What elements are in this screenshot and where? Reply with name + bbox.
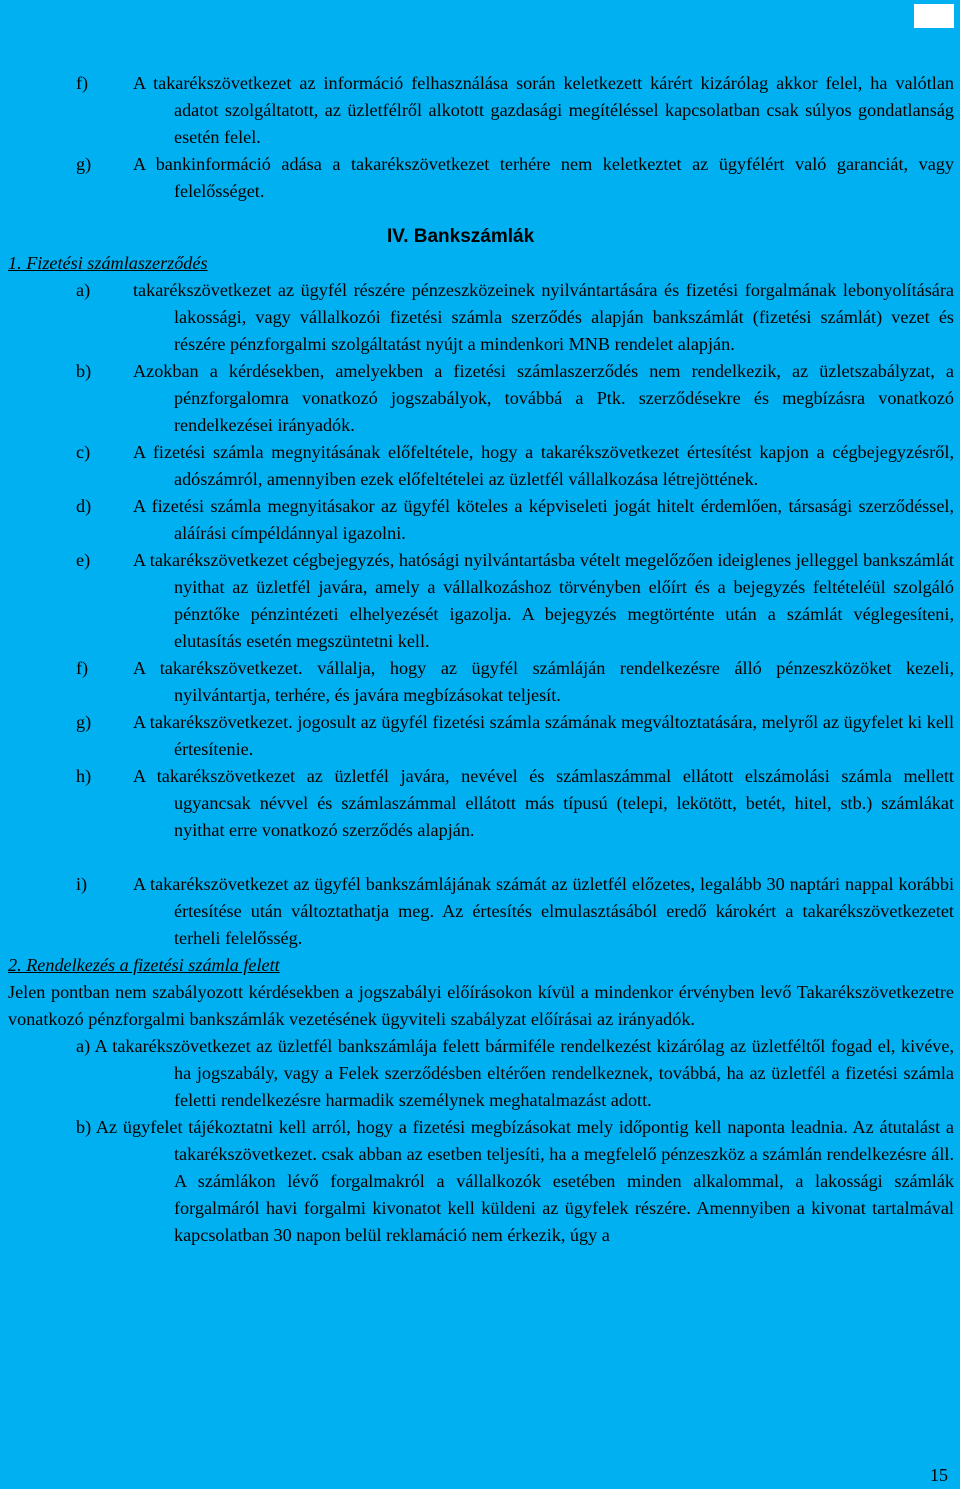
list-marker: c) <box>76 442 91 462</box>
document-page <box>0 70 960 1249</box>
list-item-text: A takarékszövetkezet. vállalja, hogy az ügyfél számláján rendelkezésre álló pénzeszközöket kezeli, nyilvántartja, terhére, és javára megbízásokat teljesít. <box>133 658 954 705</box>
list-marker: f) <box>76 658 89 678</box>
list-item-text: Azokban a kérdésekben, amelyekben a fizetési számlaszerződés nem rendelkezik, az üzletszabályzat, a pénzforgalomra vonatkozó jogszabályok, továbbá a Ptk. szerződésekre és megbízásra vonatkozó rendelkezései irányadók. <box>133 361 954 435</box>
list-marker: a) <box>76 280 91 300</box>
subsection-heading-1: 1. Fizetési számlaszerződés <box>8 253 208 273</box>
list-item-d <box>0 493 960 547</box>
list-item-h <box>0 763 960 844</box>
list-item-c <box>0 439 960 493</box>
list-marker: b) <box>76 361 92 381</box>
list-item-text: A fizetési számla megnyitásakor az ügyfél köteles a képviseleti jogát hitelt érdemlően, társasági szerződéssel, aláírási címpéldánnyal igazolni. <box>133 496 954 543</box>
list-item-top-f <box>0 70 960 151</box>
list-item-2b <box>0 1114 960 1249</box>
list-item-text: A takarékszövetkezet az üzletfél javára, nevével és számlaszámmal ellátott elszámolási számla mellett ugyancsak névvel és számlaszámmal ellátott más típusú (telepi, lekötött, betét, hitel, stb.) számlákat nyithat erre vonatkozó szerződés alapján. <box>133 766 954 840</box>
list-marker: h) <box>76 766 92 786</box>
list-item-e <box>0 547 960 655</box>
list-marker: f) <box>76 73 89 93</box>
section-title: IV. Bankszámlák <box>387 226 535 247</box>
corner-white-box <box>914 4 954 28</box>
list-item-g <box>0 709 960 763</box>
body-paragraph: Jelen pontban nem szabályozott kérdésekben a jogszabályi előírásokon kívül a mindenkor érvényben levő Takarékszövetkezetre vonatkozó pénzforgalmi bankszámlák vezetésének ügyviteli szabályzat előírásai az irányadók. <box>8 982 954 1029</box>
list-item-top-g <box>0 151 960 205</box>
list-item-a <box>0 277 960 358</box>
list-item-text: A takarékszövetkezet az információ felhasználása során keletkezett kárért kizárólag akkor felel, ha valótlan adatot szolgáltatott, az üzletfélről alkotott gazdasági megítéléssel kapcsolatban csak súlyos gondatlanság esetén felel. <box>133 73 954 147</box>
list-item-text: A takarékszövetkezet cégbejegyzés, hatósági nyilvántartásba vételt megelőzően ideiglenes jelleggel bankszámlát nyithat az üzletfél javára, amely a vállalkozáshoz törvényben előírt és a bejegyzés feltételéül szolgáló pénztőke pénzintézeti elhelyezését igazolja. A bejegyzés megtörténte után a számlát véglegesíteni, elutasítás esetén megszüntetni kell. <box>133 550 954 651</box>
list-marker: e) <box>76 550 91 570</box>
list-marker: d) <box>76 496 92 516</box>
list-item-2a <box>0 1033 960 1114</box>
list-item-text: A bankinformáció adása a takarékszövetkezet terhére nem keletkeztet az ügyfélért való garanciát, vagy felelősséget. <box>133 154 954 201</box>
list-item-text: A fizetési számla megnyitásának előfeltétele, hogy a takarékszövetkezet értesítést kapjon a cégbejegyzésről, adószámról, amennyiben ezek előfeltételei az üzletfél vállalkozása létrejöttének. <box>133 442 954 489</box>
list-item-text: takarékszövetkezet az ügyfél részére pénzeszközeinek nyilvántartására és fizetési forgalmának lebonyolítására lakossági, vagy vállalkozói fizetési számla szerződés alapján bankszámlát (fizetési számlát) vezet és részére pénzforgalmi szolgáltatást nyújt a mindenkori MNB rendelet alapján. <box>133 280 954 354</box>
list-item-b <box>0 358 960 439</box>
list-item-text: a) A takarékszövetkezet az üzletfél bankszámlája felett bármiféle rendelkezést kizárólag az üzletféltől fogad el, kivéve, ha jogszabály, vagy a Felek szerződésben eltérően rendelkeznek, továbbá, ha az üzletfél a fizetési számla feletti rendelkezésre harmadik személynek meghatalmazást adott. <box>76 1036 954 1110</box>
list-item-text: A takarékszövetkezet az ügyfél bankszámlájának számát az üzletfél előzetes, legalább 30 naptári nappal korábbi értesítése után változtathatja meg. Az értesítés elmulasztásából eredő károkért a takarékszövetkezetet terheli felelősség. <box>133 874 954 948</box>
list-marker: g) <box>76 154 92 174</box>
page-number: 15 <box>930 1465 948 1485</box>
list-item-text: b) Az ügyfelet tájékoztatni kell arról, hogy a fizetési megbízásokat mely időpontig kell naponta leadnia. Az átutalást a takarékszövetkezet. csak abban az esetben teljesíti, ha a megfelelő pénzeszköz a számlán rendelkezésre áll. A számlákon lévő forgalmakról a vállalkozók esetében minden alkalommal, a lakossági számlák forgalmáról havi forgalmi kivonatot kell küldeni az ügyfelek részére. Amennyiben a kivonat tartalmával kapcsolatban 30 napon belül reklamáció nem érkezik, úgy a <box>76 1117 954 1245</box>
list-item-text: A takarékszövetkezet. jogosult az ügyfél fizetési számla számának megváltoztatására, melyről az ügyfelet ki kell értesítenie. <box>133 712 954 759</box>
list-item-i <box>0 871 960 952</box>
list-marker: i) <box>76 874 88 894</box>
list-item-f <box>0 655 960 709</box>
list-marker: g) <box>76 712 92 732</box>
subsection-heading-2: 2. Rendelkezés a fizetési számla felett <box>8 955 280 975</box>
spacer <box>0 844 960 871</box>
